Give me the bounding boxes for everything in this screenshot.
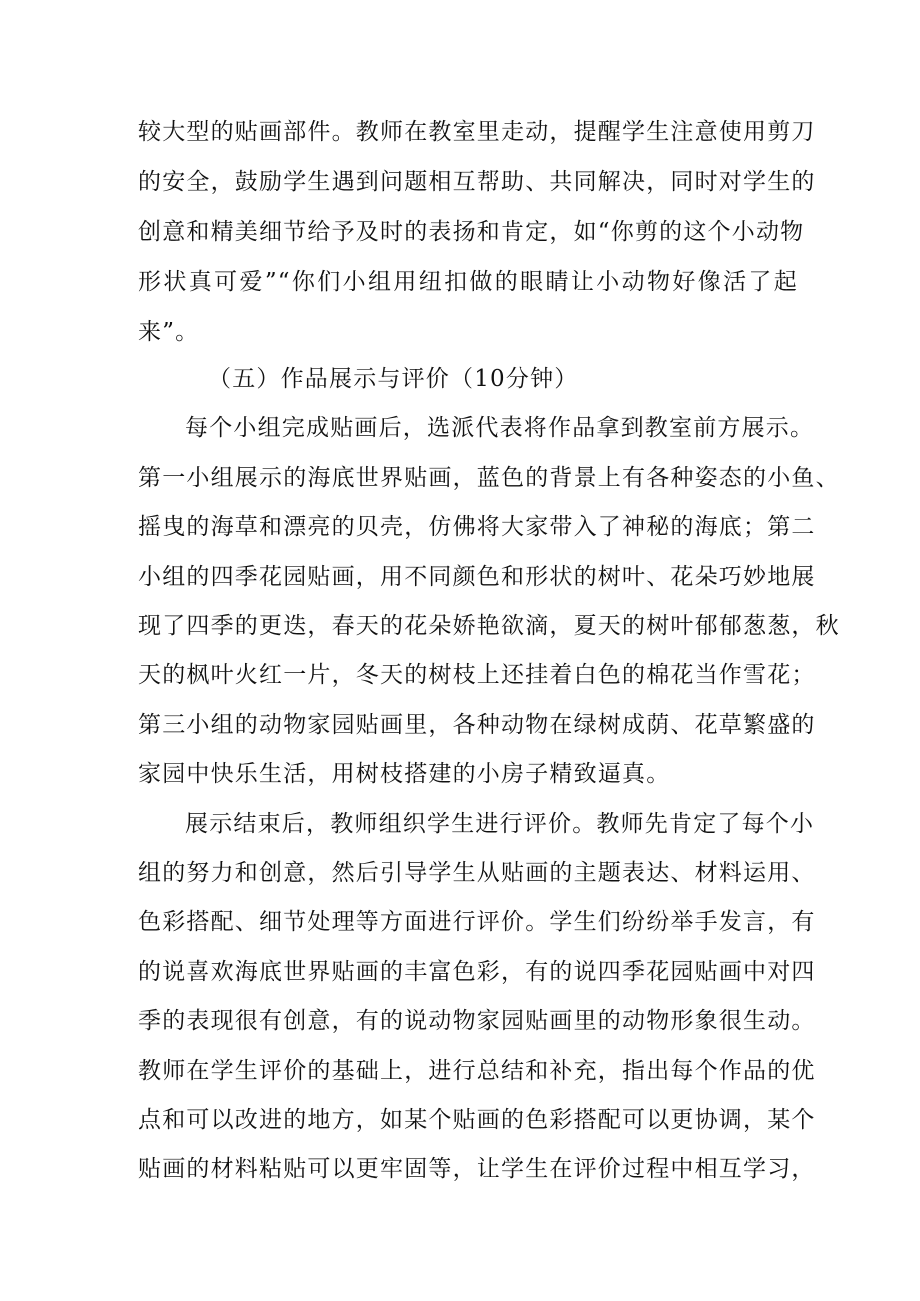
paragraph-3-line-3: 色彩搭配、细节处理等方面进行评价。学生们纷纷举手发言，有 [138,909,816,935]
paragraph-2-line-7: 第三小组的动物家园贴画里，各种动物在绿树成荫、花草繁盛的 [138,712,816,738]
paragraph-1-line-2: 的安全，鼓励学生遇到问题相互帮助、共同解决，同时对学生的 [138,169,816,195]
section-heading: （五）作品展示与评价（10分钟） [208,366,579,392]
paragraph-3-line-1: 展示结束后，教师组织学生进行评价。教师先肯定了每个小 [185,811,815,837]
paragraph-2-line-5: 现了四季的更迭，春天的花朵娇艳欲滴，夏天的树叶郁郁葱葱，秋 [138,613,840,639]
paragraph-2-line-6: 天的枫叶火红一片，冬天的树枝上还挂着白色的棉花当作雪花； [138,662,816,688]
paragraph-3-line-2: 组的努力和创意，然后引导学生从贴画的主题表达、材料运用、 [138,860,816,886]
paragraph-3-line-7: 点和可以改进的地方，如某个贴画的色彩搭配可以更协调，某个 [138,1107,816,1133]
paragraph-2-line-1: 每个小组完成贴画后，选派代表将作品拿到教室前方展示。 [185,415,815,441]
paragraph-3-line-4: 的说喜欢海底世界贴画的丰富色彩，有的说四季花园贴画中对四 [138,959,816,985]
paragraph-1-line-4: 形状真可爱”“你们小组用纽扣做的眼睛让小动物好像活了起 [138,269,798,295]
paragraph-2-line-8: 家园中快乐生活，用树枝搭建的小房子精致逼真。 [138,761,671,787]
paragraph-3-line-5: 季的表现很有创意，有的说动物家园贴画里的动物形象很生动。 [138,1008,816,1034]
paragraph-2-line-4: 小组的四季花园贴画，用不同颜色和形状的树叶、花朵巧妙地展 [138,564,816,590]
paragraph-1-line-5: 来”。 [138,319,200,345]
paragraph-1-line-1: 较大型的贴画部件。教师在教室里走动，提醒学生注意使用剪刀 [138,119,816,145]
paragraph-2-line-2: 第一小组展示的海底世界贴画，蓝色的背景上有各种姿态的小鱼、 [138,465,840,491]
paragraph-1-line-3: 创意和精美细节给予及时的表扬和肯定，如“你剪的这个小动物 [138,219,805,245]
paragraph-3-line-6: 教师在学生评价的基础上，进行总结和补充，指出每个作品的优 [138,1058,816,1084]
paragraph-3-line-8: 贴画的材料粘贴可以更牢固等，让学生在评价过程中相互学习， [138,1156,816,1182]
paragraph-2-line-3: 摇曳的海草和漂亮的贝壳，仿佛将大家带入了神秘的海底；第二 [138,514,816,540]
